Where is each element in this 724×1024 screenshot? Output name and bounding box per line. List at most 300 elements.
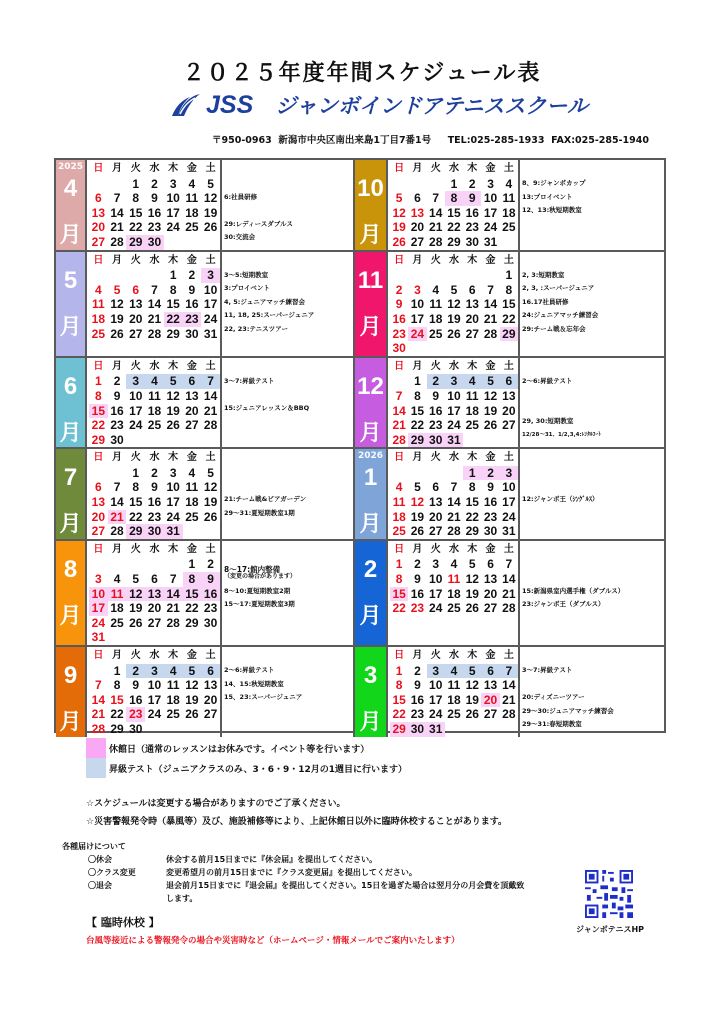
weekday-header: 日 [394,543,405,555]
calendar-day: 6 [95,480,102,495]
calendar-day: 28 [147,326,162,341]
calendar-day: 4 [145,374,164,389]
calendar-day [390,466,408,481]
calendar-day: 19 [410,509,425,524]
calendar-day: 10 [429,572,443,587]
calendar-day [126,433,145,448]
calendar-day: 9 [463,191,481,206]
calendar-day: 16 [147,205,162,220]
calendar-day: 10 [203,282,218,297]
calendar-week [89,722,220,737]
event-line: 2, 3, :スーパージュニア [522,284,595,293]
calendar-week [390,480,518,495]
calendar-day [445,722,463,737]
calendar-day: 7 [395,388,403,403]
event-line [522,402,666,416]
calendar-week [390,389,518,404]
calendar-day: 2 [113,374,121,389]
month-calendar-11 [388,252,520,358]
calendar-day: 23 [410,601,425,616]
calendar-day: 20 [147,601,162,616]
month-kanji: 月 [59,710,82,735]
month-kanji: 月 [359,314,382,340]
weekday-header: 月 [412,650,423,661]
calendar-day: 29 [465,524,479,539]
legend [86,738,407,778]
calendar-day: 8 [395,572,403,587]
calendar-day: 3 [500,466,518,481]
calendar-day: 16 [410,586,425,601]
calendar-day [427,341,445,356]
calendar-day: 27 [91,524,106,539]
calendar-day: 26 [465,601,479,616]
calendar-day: 17 [447,403,461,418]
calendar-day: 23 [126,707,145,722]
calendar-day: 23 [465,220,479,235]
event-line [522,218,666,232]
calendar-day: 14 [429,205,443,220]
calendar-week [390,510,518,525]
weekday-header: 月 [112,543,123,555]
weekday-header: 土 [205,650,216,661]
calendar-day: 31 [203,326,218,341]
calendar-week [390,722,518,737]
calendar-day [427,268,445,283]
calendar-day: 5 [207,465,214,480]
calendar-day: 14 [447,495,461,510]
calendar-day [463,722,481,737]
month-number: 12 [357,372,384,400]
calendar-day: 3 [169,465,177,480]
weekday-header: 火 [130,163,141,174]
calendar-day: 27 [147,615,162,630]
calendar-day: 3 [414,282,421,297]
month-kanji: 月 [359,512,382,538]
event-line [224,466,353,480]
calendar-day: 9 [201,572,220,587]
month-label-12 [355,358,388,450]
calendar-week [89,418,220,433]
calendar-day: 19 [465,586,479,601]
month-events-5 [222,252,355,358]
weekday-header: 月 [412,360,423,372]
calendar-day: 6 [432,480,440,495]
calendar-day: 2 [188,268,196,283]
calendar-day: 21 [483,311,498,326]
month-number: 11 [357,266,384,294]
calendar-day: 16 [129,692,143,707]
event-line: 23:ジャンボ王（ダブルス） [522,600,605,609]
form-item-leave: 〇休会 休会する前月15日までに『休会届』を提出してください。 [88,855,378,864]
month-events-3 [520,647,666,737]
calendar-week [390,374,518,389]
event-line: 29:レディースダブルス [224,219,293,228]
calendar-day: 4 [188,465,196,480]
calendar-day [126,268,145,283]
event-line: 8〜17:館内整備 [224,564,281,574]
calendar-day: 29 [500,327,518,342]
calendar-day: 13 [145,587,164,602]
weekday-header: 土 [205,360,216,372]
calendar-day [481,433,499,448]
notes [86,795,507,831]
calendar-day: 15 [110,692,124,707]
calendar-day: 5 [395,191,403,206]
event-line: 15:新潟県室内選手権（ダブルス） [522,586,625,595]
calendar-day: 16 [483,495,498,510]
event-line: 4, 5:ジュニアマッチ練習会 [224,297,305,306]
calendar-week [89,524,220,539]
weekday-header: 月 [112,650,123,661]
calendar-day: 22 [164,312,183,327]
calendar-day: 27 [410,234,425,249]
legend-test-label: 昇級テスト（ジュニアクラスのみ、3・6・9・12月の1週目に行います） [109,764,408,775]
calendar-day: 21 [147,311,162,326]
calendar-day: 28 [110,234,124,249]
calendar-day: 4 [445,664,463,679]
calendar-day: 28 [429,234,443,249]
event-line [522,388,666,402]
brand-short: JSS [206,90,254,119]
month-events-6 [222,358,355,450]
note-schedule-change: ☆スケジュールは変更する場合がありますのでご了承ください。 [86,799,346,809]
calendar-day: 3 [445,374,463,389]
calendar-day: 27 [502,418,516,433]
month-number: 2 [363,555,378,583]
event-line: 22, 23:テニスツアー [224,324,288,333]
calendar-day [145,557,164,572]
calendar-day: 27 [185,418,199,433]
calendar-day: 24 [502,509,516,524]
calendar-day: 8 [445,191,463,206]
calendar-day: 13 [429,495,443,510]
month-label-2 [355,541,388,647]
weekday-header: 火 [130,650,141,661]
note-emergency-closure: ☆災害警報発令時（暴風等）及び、施設補修等により、上記休館日以外に臨時休校することがあります。 [86,817,507,827]
calendar-day: 4 [395,480,403,495]
calendar-day: 5 [164,374,183,389]
calendar-day: 5 [414,480,421,495]
calendar-day: 12 [465,678,479,693]
calendar-day: 24 [429,707,443,722]
calendar-day: 7 [505,557,513,572]
calendar-week [89,587,220,602]
calendar-day: 1 [450,176,458,191]
calendar-week [89,480,220,495]
calendar-day: 10 [89,587,108,602]
month-calendar-1 [388,449,520,541]
calendar-day: 13 [483,572,498,587]
calendar-day: 13 [91,495,106,510]
calendar-day: 16 [429,403,443,418]
month-calendar-5 [87,252,222,358]
calendar-day: 7 [113,480,121,495]
calendar-day: 6 [487,557,494,572]
weekday-header: 月 [412,254,423,266]
calendar-day: 3 [145,664,164,679]
calendar-day: 15 [129,205,143,220]
calendar-day [445,341,463,356]
calendar-day: 26 [447,326,461,341]
month-number: 7 [63,464,78,492]
calendar-day: 26 [110,326,124,341]
month-label-11 [355,252,388,358]
calendar-day: 14 [91,692,106,707]
year-label: 2026 [357,451,384,462]
calendar-day [201,524,220,539]
calendar-day: 7 [113,191,121,206]
calendar-day: 9 [395,297,403,312]
calendar-day: 19 [447,311,461,326]
event-line: 3〜5:短期教室 [224,270,269,279]
calendar-day: 30 [465,234,479,249]
weekday-header: 日 [93,163,104,174]
calendar-day: 1 [132,176,140,191]
weekday-header: 木 [168,163,179,174]
closure-text: 台風等接近による警報発令の場合や災害時など（ホームページ・情報メールでご案内いたします） [86,936,460,946]
calendar-day: 5 [132,572,140,587]
calendar-week [89,557,220,572]
weekday-header: 火 [430,452,441,464]
weekday-header: 金 [485,360,496,372]
calendar-day: 21 [392,418,406,433]
calendar-week [390,283,518,298]
calendar-day: 27 [429,524,443,539]
weekday-header: 水 [448,543,459,555]
event-line: 3〜7:昇級テスト [522,666,573,674]
calendar-day [408,177,426,192]
calendar-day [108,177,127,192]
weekday-header: 木 [467,254,478,266]
calendar-day [183,722,202,737]
calendar-day: 26 [483,418,498,433]
event-line: 14、15:秋短期教室 [224,679,284,688]
weekday-header: 日 [93,254,104,266]
calendar-day: 1 [169,268,177,283]
month-kanji: 月 [359,710,382,735]
year-label: 2025 [57,162,84,172]
month-kanji: 月 [359,420,382,446]
calendar-day: 4 [432,282,440,297]
calendar-day: 12 [126,587,145,602]
calendar-day: 14 [147,297,162,312]
event-line: 29〜30:ジュニアマッチ練習会 [522,706,614,715]
calendar-day: 25 [502,220,516,235]
month-kanji: 月 [359,603,382,629]
weekday-header: 月 [112,360,123,372]
calendar-day: 23 [110,418,124,433]
month-label-1 [355,449,388,541]
calendar-week [89,433,220,448]
calendar-day: 8 [468,480,476,495]
calendar-week [390,220,518,235]
weekday-header: 木 [168,452,179,464]
calendar-day: 25 [429,326,443,341]
weekday-header: 土 [503,650,514,661]
calendar-day: 3 [432,557,440,572]
weekday-header: 土 [205,254,216,266]
event-line [522,466,666,480]
weekday-header: 金 [186,163,197,174]
calendar-week [89,664,220,679]
calendar-day: 23 [147,220,162,235]
calendar-day [126,557,145,572]
calendar-day: 11 [185,191,199,206]
calendar-day: 4 [164,664,183,679]
event-line [522,507,666,521]
calendar-day: 21 [166,601,180,616]
calendar-day [463,433,481,448]
calendar-day [408,341,426,356]
calendar-day [500,341,518,356]
calendar-day: 22 [185,601,199,616]
calendar-day: 9 [487,480,494,495]
calendar-day: 21 [203,403,218,418]
weekday-header: 土 [205,163,216,174]
calendar-day: 13 [91,205,106,220]
calendar-day: 21 [502,586,516,601]
calendar-day: 25 [447,601,461,616]
month-kanji: 月 [59,603,82,629]
calendar-day: 15 [465,495,479,510]
calendar-week [390,524,518,539]
calendar-day: 8 [95,388,102,403]
calendar-day: 28 [447,524,461,539]
calendar-day: 10 [447,388,461,403]
event-line: 6:社員研修 [224,192,258,201]
calendar-day: 20 [481,693,499,708]
calendar-day: 9 [432,388,440,403]
weekday-header: 土 [503,543,514,555]
calendar-day: 8 [169,282,177,297]
calendar-day [201,433,220,448]
month-calendar-3 [388,647,520,737]
calendar-day: 22 [91,418,106,433]
calendar-day: 16 [392,311,406,326]
weekday-header: 水 [149,650,160,661]
calendar-day: 29 [91,432,106,447]
calendar-day: 30 [203,615,218,630]
calendar-day: 21 [447,509,461,524]
calendar-day: 14 [502,572,516,587]
month-events-2 [520,541,666,647]
calendar-day: 17 [129,403,143,418]
calendar-day: 23 [183,312,202,327]
weekday-header: 日 [93,650,104,661]
calendar-day: 28 [110,524,124,539]
weekday-header: 日 [394,163,405,174]
calendar-day: 1 [132,465,140,480]
month-events-12 [520,358,666,450]
calendar-day: 14 [502,678,516,693]
calendar-day: 15 [447,205,461,220]
calendar-day: 16 [110,403,124,418]
weekday-header: 日 [93,452,104,464]
calendar-day: 12 [465,572,479,587]
calendar-day: 22 [129,220,143,235]
calendar-day: 16 [147,495,162,510]
calendar-day: 2 [414,557,421,572]
calendar-day: 28 [483,326,498,341]
calendar-day: 18 [447,692,461,707]
event-line [224,204,353,218]
calendar-day: 1 [188,557,196,572]
calendar-day: 6 [500,374,518,389]
closure-heading: 【 臨時休校 】 [86,916,160,929]
event-line [224,388,353,402]
calendar-day: 2 [126,664,145,679]
calendar-week [89,678,220,693]
calendar-week [390,495,518,510]
event-line [224,415,353,429]
event-line [224,480,353,494]
calendar-day: 29 [185,615,199,630]
event-line: 29〜31:春短期教室 [522,720,582,728]
event-line: 12/28〜31、1/2,3,4:ﾚﾝﾀﾙｺｰﾄ [522,431,601,438]
calendar-day: 2 [427,374,445,389]
calendar-week [89,693,220,708]
calendar-day: 3 [487,176,494,191]
calendar-day: 13 [502,388,516,403]
calendar-day [108,557,127,572]
calendar-day: 4 [450,557,458,572]
calendar-week [89,268,220,283]
weekday-header: 日 [394,360,405,372]
weekday-header: 火 [130,360,141,372]
event-line [522,612,666,626]
calendar-day: 16 [410,692,425,707]
weekday-header: 木 [168,543,179,555]
calendar-day: 17 [429,692,443,707]
calendar-day: 23 [147,509,162,524]
calendar-day [145,433,164,448]
calendar-day: 30 [483,524,498,539]
calendar-day: 14 [110,205,124,220]
weekday-header: 金 [485,254,496,266]
calendar-week [390,312,518,327]
calendar-week [89,601,220,616]
event-line: 3:プロイベント [224,284,270,293]
calendar-day: 3 [95,572,102,587]
calendar-day: 27 [483,707,498,722]
month-label-7 [56,449,87,541]
weekday-header: 木 [168,650,179,661]
calendar-day: 18 [91,311,106,326]
calendar-day: 24 [147,707,162,722]
calendar-day: 12 [110,297,124,312]
calendar-week [89,283,220,298]
calendar-day: 11 [447,678,461,693]
month-events-1 [520,449,666,541]
calendar-week [89,510,220,525]
weekday-header: 土 [205,452,216,464]
calendar-day: 10 [502,480,516,495]
event-line: 8、9:ジャンボカップ [522,179,586,187]
calendar-day: 17 [429,586,443,601]
calendar-day [390,374,408,389]
qr-code-icon[interactable] [584,870,634,918]
weekday-header: 土 [503,254,514,266]
calendar-day [481,722,499,737]
event-line: 12:ジャンボ王（ｼﾝｸﾞﾙｽ） [522,495,599,504]
calendar-day: 11 [148,388,161,403]
calendar-day: 21 [502,692,516,707]
calendar-day: 11 [166,678,180,693]
calendar-day: 18 [110,601,124,616]
calendar-day: 11 [185,480,199,495]
calendar-day [108,630,127,645]
calendar-day: 2 [395,282,403,297]
